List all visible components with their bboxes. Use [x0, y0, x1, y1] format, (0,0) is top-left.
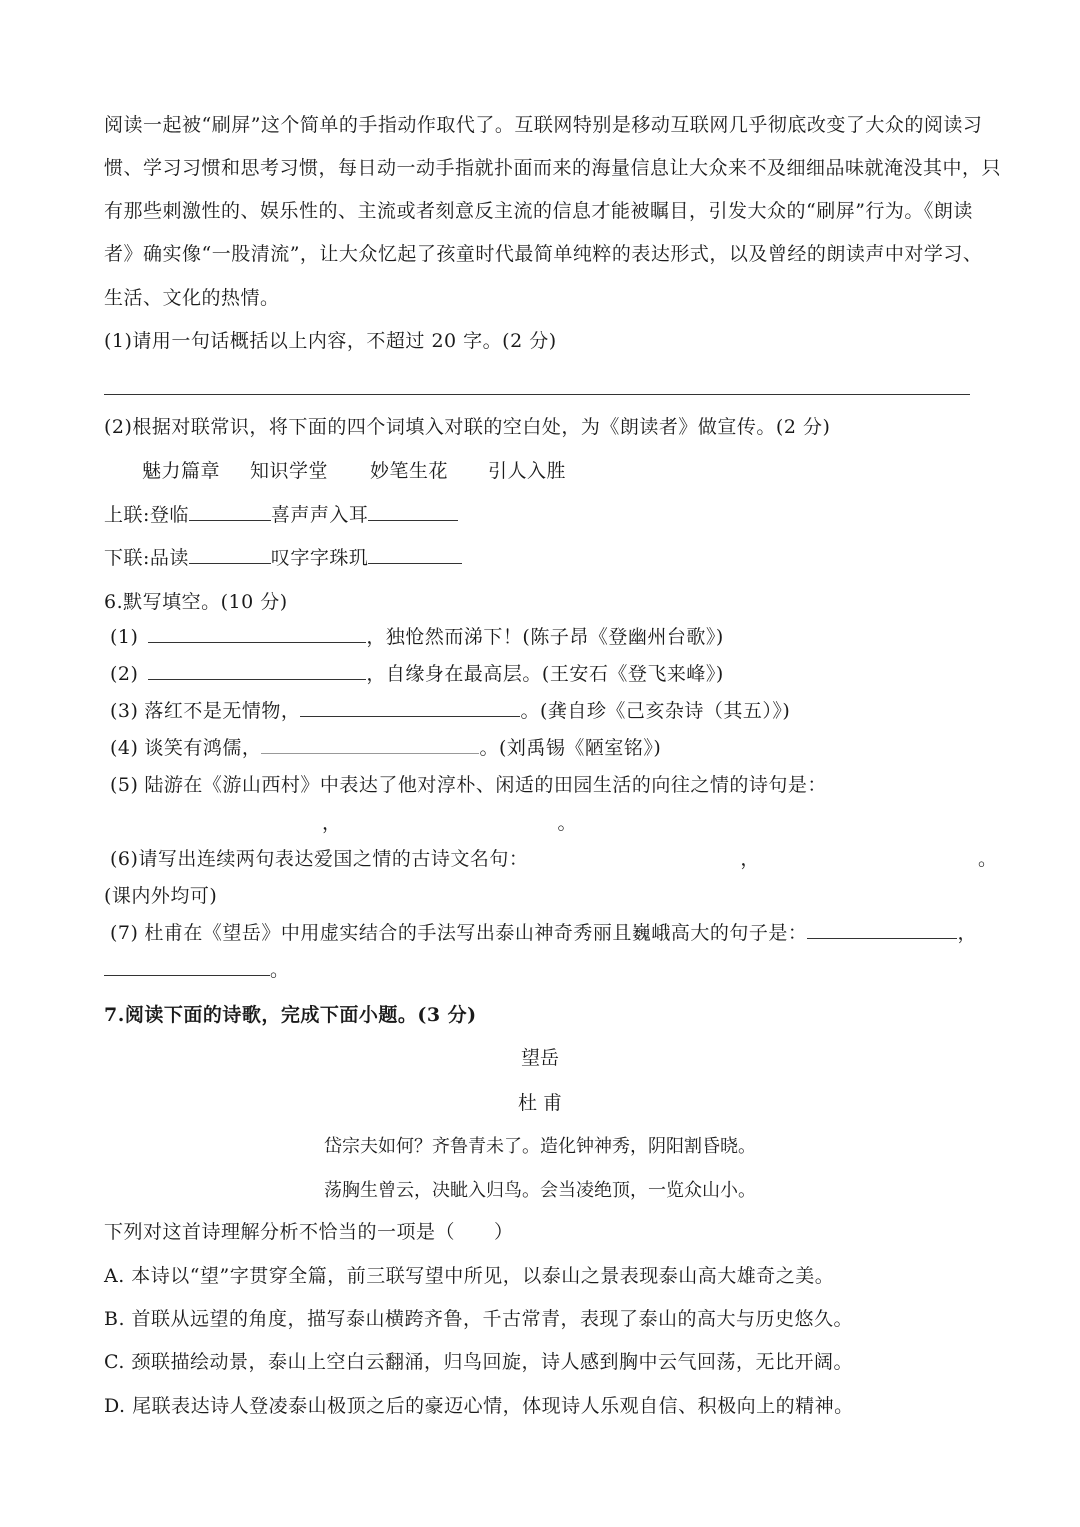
couplet-word: 妙笔生花 [370, 460, 449, 482]
q7-option-d[interactable]: D. 尾联表达诗人登凌泰山极顶之后的豪迈心情，体现诗人乐观自信、积极向上的精神。 [104, 1395, 854, 1417]
passage-line-2: 惯、学习习惯和思考习惯，每日动一动手指就扑面而来的海量信息让大众来不及细细品味就淹没其中，只 [104, 157, 1002, 179]
q6-item-3-blank[interactable] [300, 698, 520, 717]
q5-sub2-prompt: (2)根据对联常识，将下面的四个词填入对联的空白处，为《朗读者》做宣传。(2 分) [104, 416, 831, 438]
q5-sub1-answer-line[interactable] [104, 394, 970, 395]
q6-item-5-text: 陆游在《游山西村》中表达了他对淳朴、闲适的田园生活的向往之情的诗句是： [144, 774, 827, 796]
passage-line-3: 有那些刺激性的、娱乐性的、主流或者刻意反主流的信息才能被瞩目，引发大众的“刷屏”行为。《朗读 [104, 200, 973, 222]
poem-author: 杜 甫 [517, 1092, 563, 1114]
couplet-word: 知识学堂 [250, 460, 329, 482]
q7-question: 下列对这首诗理解分析不恰当的一项是（ ） [104, 1221, 514, 1243]
q6-item-4-post: 。(刘禹锡《陋室铭》) [479, 737, 662, 759]
q7-option-b[interactable]: B. 首联从远望的角度，描写泰山横跨齐鲁，千古常青，表现了泰山的高大与历史悠久。 [104, 1308, 854, 1330]
q6-item-3-num: (3) [110, 700, 139, 722]
q7-option-c[interactable]: C. 颈联描绘动景，泰山上空白云翻涌，归鸟回旋，诗人感到胸中云气回荡，无比开阔。 [104, 1351, 853, 1373]
q6-item-3 [110, 698, 790, 724]
passage-line-1: 阅读一起被“刷屏”这个简单的手指动作取代了。互联网特别是移动互联网几乎彻底改变了大众的阅读习 [104, 114, 983, 136]
couplet-upper-prefix: 上联:登临 [104, 504, 189, 526]
q6-item-7-text: 杜甫在《望岳》中用虚实结合的手法写出泰山神奇秀丽且巍峨高大的句子是： [144, 922, 808, 944]
q6-item-4-num: (4) [110, 737, 139, 759]
couplet-upper-blank-1[interactable] [189, 502, 271, 521]
q6-item-1-blank[interactable] [148, 624, 366, 643]
couplet-word: 魅力篇章 [142, 460, 221, 482]
couplet-word: 引人入胜 [488, 460, 567, 482]
q6-item-2-blank[interactable] [148, 661, 366, 680]
q6-item-5-period: 。 [557, 812, 578, 834]
q6-item-1-text: ，独怆然而涕下！(陈子昂《登幽州台歌》) [366, 626, 724, 648]
q6-item-4 [110, 735, 661, 761]
couplet-lower-middle: 叹字字珠玑 [270, 547, 369, 569]
q6-item-5-num: (5) [110, 774, 139, 796]
q6-item-4-blank[interactable] [261, 735, 479, 754]
q6-item-7-period: 。 [270, 959, 290, 981]
q6-item-7-blank-1[interactable] [807, 920, 957, 939]
q6-item-7 [110, 920, 977, 946]
q6-item-4-pre: 谈笑有鸿儒， [144, 737, 262, 759]
couplet-word-list [142, 458, 566, 484]
q6-item-2-text: ，自缘身在最高层。(王安石《登飞来峰》) [366, 663, 724, 685]
q6-item-7-num: (7) [110, 922, 139, 944]
couplet-upper-blank-2[interactable] [368, 502, 458, 521]
poem-line-1: 岱宗夫如何？齐鲁青未了。造化钟神秀，阴阳割昏晓。 [324, 1136, 756, 1157]
passage-line-4: 者》确实像“一股清流”，让大众忆起了孩童时代最简单纯粹的表达形式，以及曾经的朗读声中对学习、 [104, 243, 983, 265]
q6-item-5-comma: ， [322, 812, 342, 834]
q6-item-5 [110, 772, 827, 798]
q6-item-1-num: (1) [110, 626, 139, 648]
q6-item-6-comma: ， [740, 848, 760, 870]
q6-item-6-text: (6)请写出连续两句表达爱国之情的古诗文名句： [110, 848, 529, 870]
q6-item-7-answer [104, 957, 290, 983]
q6-item-6-period: 。 [977, 848, 998, 870]
poem-title: 望岳 [520, 1047, 559, 1069]
q6-item-3-pre: 落红不是无情物， [144, 700, 301, 722]
q7-option-a[interactable]: A. 本诗以“望”字贯穿全篇，前三联写望中所见，以泰山之景表现泰山高大雄奇之美。 [104, 1265, 835, 1287]
q6-item-6 [110, 846, 997, 872]
couplet-lower-prefix: 下联:品读 [104, 547, 189, 569]
q6-item-1 [110, 624, 724, 650]
q6-item-2 [110, 661, 724, 687]
q6-item-7-blank-2[interactable] [104, 957, 270, 976]
passage-line-5: 生活、文化的热情。 [104, 287, 280, 309]
q6-title: 6.默写填空。(10 分) [104, 591, 288, 613]
q6-item-6-note: (课内外均可) [104, 885, 218, 907]
couplet-lower [104, 545, 462, 571]
q6-item-2-num: (2) [110, 663, 139, 685]
poem-line-2: 荡胸生曾云，决眦入归鸟。会当凌绝顶，一览众山小。 [324, 1180, 756, 1201]
q6-item-7-comma: ， [957, 922, 977, 944]
couplet-upper-middle: 喜声声入耳 [270, 504, 369, 526]
couplet-lower-blank-1[interactable] [189, 545, 271, 564]
q5-sub1-prompt: (1)请用一句话概括以上内容，不超过 20 字。(2 分) [104, 330, 557, 352]
couplet-upper [104, 502, 458, 528]
couplet-lower-blank-2[interactable] [368, 545, 462, 564]
q6-item-3-post: 。(龚自珍《己亥杂诗（其五）》) [520, 700, 791, 722]
q7-title: 7.阅读下面的诗歌，完成下面小题。(3 分) [104, 1004, 477, 1026]
q6-item-5-answer [110, 810, 577, 836]
